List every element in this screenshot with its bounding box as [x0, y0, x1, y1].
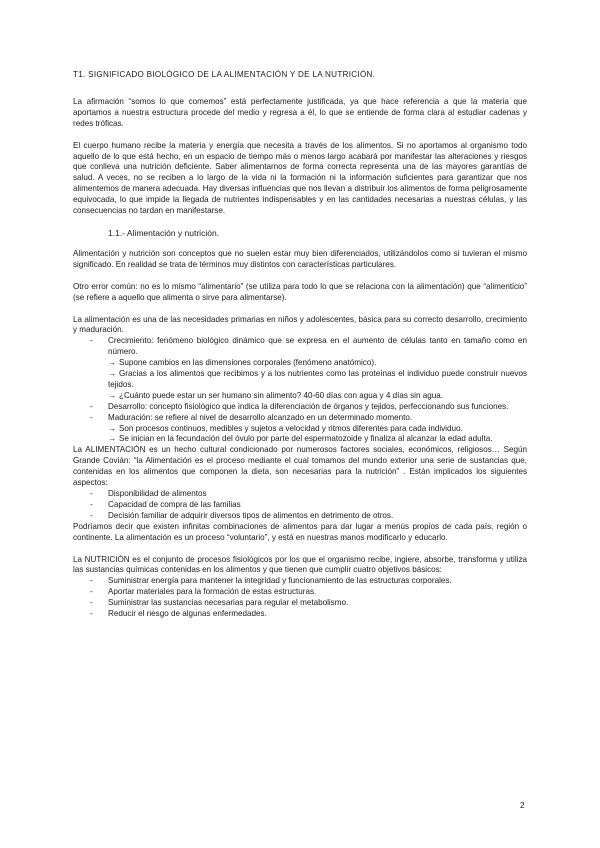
- intro-paragraph-2: El cuerpo humano recibe la materia y energía que necesita a través de los alimentos. Si no aportamos al organismo todo aquello de lo que está hecho, en un espacio de tiempo más o menos largo acabará por manifestar las alteraciones y riesgos que conlleva una nutrición deficiente. Saber alimentarnos de forma correcta representa una de las mayores garantías de salud. A veces, no se reciben a lo largo de la vida ni la formación ni la información suficientes para garantizar que nos alimentemos de manera adecuada. Hay diversas influencias que nos llevan a distribuir los alimentos de forma peligrosamente equivocada, lo que impide la llegada de nutrientes indispensables y en las cantidades necesarias a nuestras células, y las consecuencias no tardan en manifestarse.: [73, 140, 527, 216]
- list-item-text: Crecimiento: fenómeno biológico dinámico que se expresa en el aumento de células tanto en tamaño como en número.: [108, 336, 527, 357]
- arrow-icon: →: [108, 369, 117, 379]
- objectives-list: [73, 576, 527, 620]
- nutricion-paragraph: La NUTRICIÓN es el conjunto de procesos fisiológicos por los que el organismo recibe, ingiere, absorbe, transforma y utiliza las sustancias químicas contenidas en los alimentos y que tienen que cumplir cuatro objetivos básicos:: [73, 554, 527, 575]
- needs-list: [73, 336, 527, 445]
- sub-list: [108, 424, 527, 446]
- sub-list: [108, 358, 527, 402]
- intro-paragraph-1: La afirmación “somos lo que comemos” está perfectamente justificada, ya que hace referencia a que la materia que aportamos a nuestra estructura procede del medio y regresa a él, lo que se entiende de forma clara al estudiar cadenas y redes tróficas.: [73, 96, 527, 128]
- document-title: T1. SIGNIFICADO BIOLÓGICO DE LA ALIMENTACIÓN Y DE LA NUTRICIÓN.: [73, 70, 376, 79]
- sub-list-item: → ¿Cuánto puede estar un ser humano sin alimento? 40-60 días con agua y 4 días sin agua.: [108, 390, 443, 400]
- arrow-icon: →: [108, 434, 117, 444]
- list-item: - Disponibilidad de alimentos: [73, 489, 527, 500]
- list-item: - Aportar materiales para la formación de estas estructuras.: [73, 587, 527, 598]
- list-item: - Capacidad de compra de las familias: [73, 500, 527, 511]
- arrow-icon: →: [108, 358, 117, 368]
- arrow-icon: →: [108, 423, 117, 433]
- list-item: - Reducir el riesgo de algunas enfermedades.: [73, 609, 527, 620]
- section-heading: 1.1.- Alimentación y nutrición.: [108, 227, 220, 238]
- list-item: [73, 413, 527, 446]
- list-item: - Suministrar las sustancias necesarias para regular el metabolismo.: [73, 598, 527, 609]
- document-body: [73, 70, 527, 620]
- sub-list-item: → Son procesos continuos, medibles y sujetos a velocidad y ritmos diferentes para cada individuo.: [108, 423, 463, 433]
- list-item: - Decisión familiar de adquirir diversos tipos de alimentos en detrimento de otros.: [73, 511, 527, 522]
- sub-list-item: → Gracias a los alimentos que recibimos y a los nutrientes como las proteínas el individuo puede construir nuevos tejidos.: [108, 369, 527, 389]
- sub-list-item: → Se inician en la fecundación del óvulo por parte del espermatozoide y finaliza al alcanzar la edad adulta.: [108, 434, 493, 444]
- list-item-text: Desarrollo: concepto fisiológico que indica la diferenciación de órganos y tejidos, perfeccionando sus funciones.: [108, 401, 509, 411]
- sub-list-item: → Supone cambios en las dimensiones corporales (fenómeno anatómico).: [108, 358, 377, 368]
- page-number: 2: [520, 800, 525, 810]
- list-item: [73, 336, 527, 401]
- section-paragraph-2: Otro error común: no es lo mismo “alimentario” (se utiliza para todo lo que se relaciona con la alimentación) que “alimenticio” (se refiere a aquello que alimenta o sirve para alimentarse).: [73, 281, 527, 302]
- combinations-paragraph: Podríamos decir que existen infinitas combinaciones de alimentos para dar lugar a menús propios de cada país, región o continente. La alimentación es un proceso “voluntario”, y está en nuestras manos modificarlo y educarlo.: [73, 521, 527, 542]
- section-paragraph-1: Alimentación y nutrición son conceptos que no suelen estar muy bien diferenciados, utilizándolos como si tuvieran el mismo significado. En realidad se trata de términos muy distintos con características particulares.: [73, 248, 527, 269]
- aspects-list: [73, 489, 527, 522]
- list-item: [73, 402, 527, 413]
- section-paragraph-3: La alimentación es una de las necesidades primarias en niños y adolescentes, básica para su correcto desarrollo, crecimiento y maduración.: [73, 314, 527, 335]
- arrow-icon: →: [108, 390, 117, 400]
- alimentacion-paragraph: La ALIMENTACIÓN es un hecho cultural condicionado por numerosos factores sociales, económicos, religiosos… Según Grande Covián: “la Alimentación es el proceso mediante el cual tomamos del mundo exterior una serie de sustancias que, contenidas en los alimentos que componen la dieta, son necesarias para la nutrición” . Están implicados los siguientes aspectos:: [73, 445, 527, 488]
- list-item-text: Maduración: se refiere al nivel de desarrollo alcanzado en un determinado momento.: [108, 412, 413, 422]
- list-item: - Suministrar energía para mantener la integridad y funcionamiento de las estructuras corporales.: [73, 576, 527, 587]
